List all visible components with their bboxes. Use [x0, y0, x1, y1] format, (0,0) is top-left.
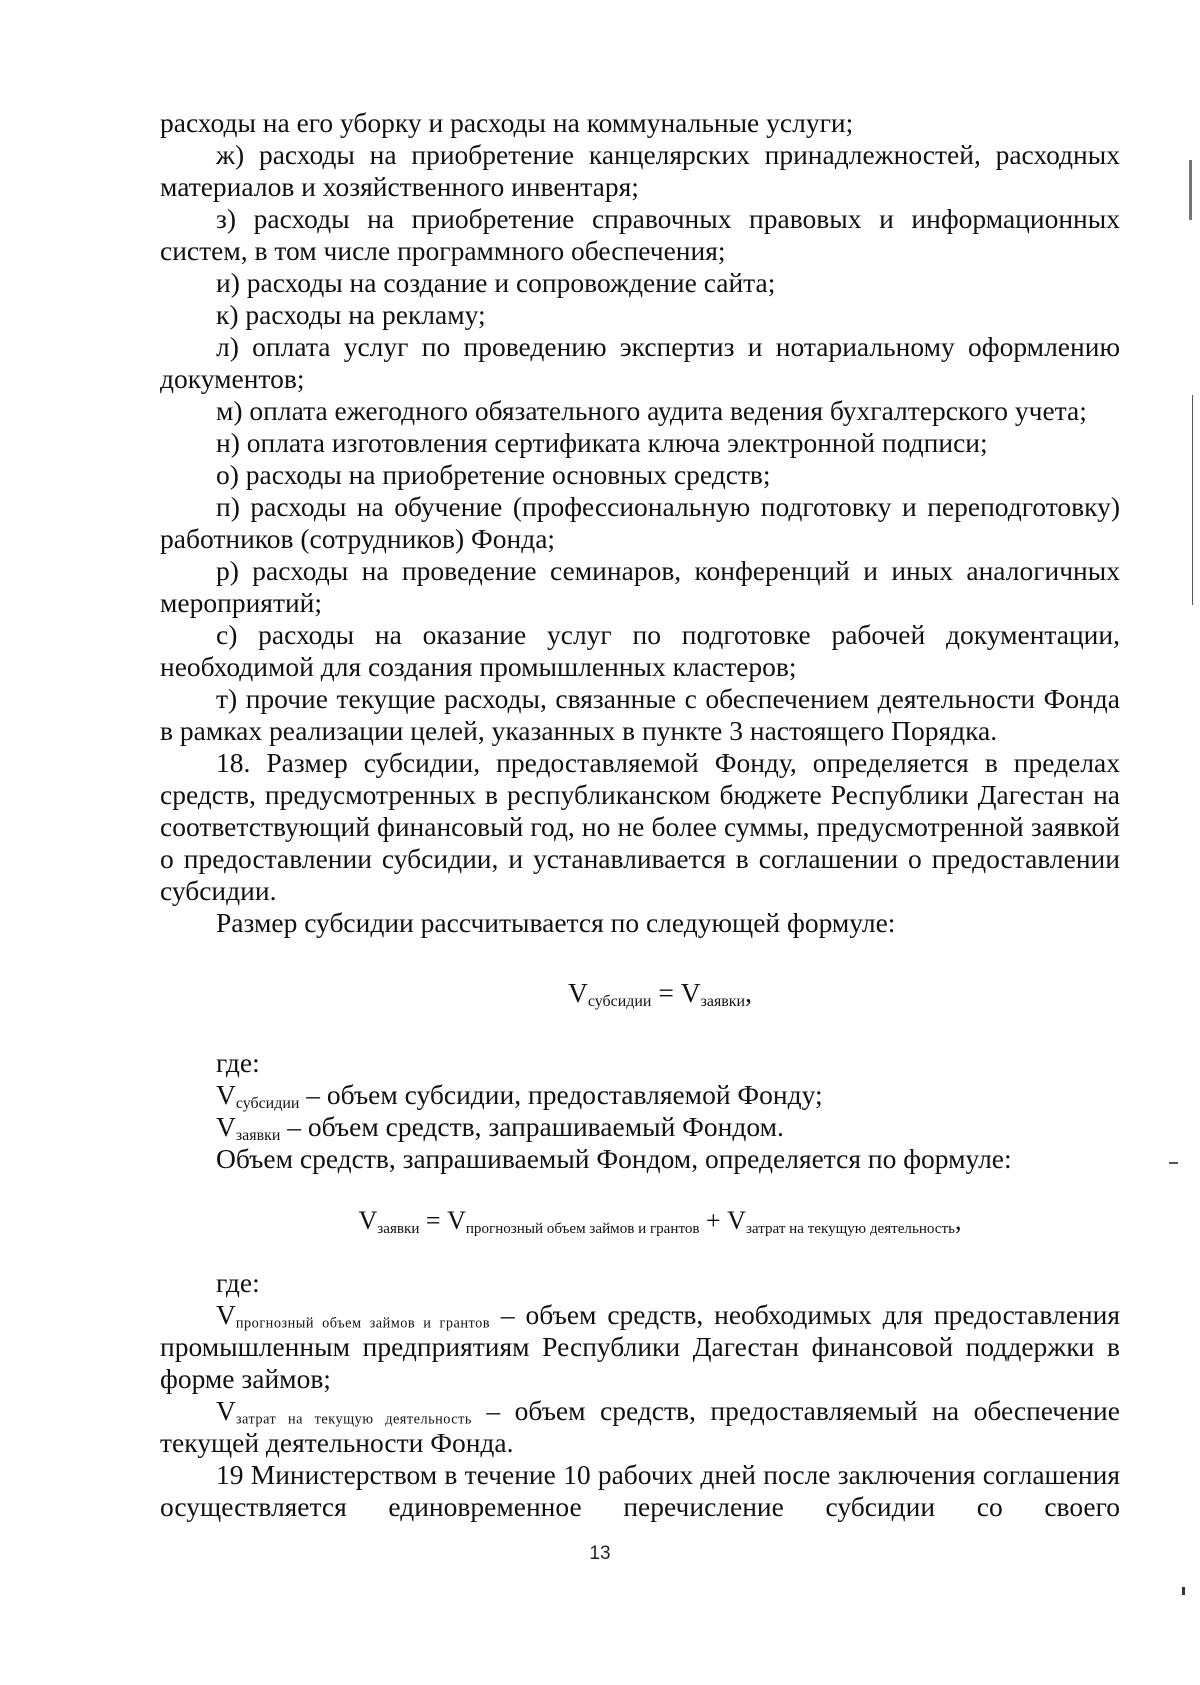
paragraph-item-p: п) расходы на обучение (профессиональную подготовку и переподготовку) работников (сотрудников) Фонда;: [160, 491, 1120, 554]
formula-subscript: прогнозный объем займов и грантов: [465, 1220, 700, 1237]
paragraph-item-t: т) прочие текущие расходы, связанные с обеспечением деятельности Фонда в рамках реализации целей, указанных в пункте 3 настоящего Порядка.: [160, 683, 1120, 746]
formula-var: V: [216, 1395, 236, 1426]
paragraph-item-o: о) расходы на приобретение основных средств;: [216, 459, 771, 490]
page-number: 13: [589, 1543, 611, 1564]
formula-subscript: субсидии: [587, 992, 652, 1010]
scan-artifact: [1192, 395, 1193, 605]
paragraph-item-l: л) оплата услуг по проведению экспертиз и нотариальному оформлению документов;: [160, 331, 1120, 394]
definition-request: [160, 1111, 1120, 1143]
formula-intro: Размер субсидии рассчитывается по следующей формуле:: [216, 907, 896, 938]
formula-var: V: [216, 1079, 236, 1110]
paragraph-item-r: р) расходы на проведение семинаров, конференций и иных аналогичных мероприятий;: [160, 555, 1120, 618]
paragraph-item-z: з) расходы на приобретение справочных правовых и информационных систем, в том числе программного обеспечения;: [160, 203, 1120, 266]
paragraph-clause-19: [160, 1459, 1120, 1523]
definition-subsidy: [160, 1079, 1120, 1111]
formula-operator: =: [419, 1206, 448, 1235]
formula-subsidy: [160, 977, 1120, 1009]
formula-var: V: [680, 977, 701, 1008]
where-label: где:: [216, 1267, 260, 1298]
paragraph-item-s: с) расходы на оказание услуг по подготовке рабочей документации, необходимой для создания промышленных кластеров;: [160, 619, 1120, 682]
clause-text-tail: со своего: [976, 1491, 1120, 1522]
definition-text: – объем средств, необходимых для предоставления промышленным предприятиям Республики Дагестан финансовой поддержки в форме займов;: [160, 1299, 1121, 1394]
formula-var: V: [216, 1111, 236, 1142]
paragraph-clause-18: 18. Размер субсидии, предоставляемой Фонду, определяется в пределах средств, предусмотренных в республиканском бюджете Республики Дагестан на соответствующий финансовый год, но не более суммы, предусмотренной заявкой о предоставлении субсидии, и устанавливается в соглашении о предоставлении субсидии.: [160, 747, 1120, 906]
definition-text: – объем средств, запрашиваемый Фондом.: [280, 1111, 784, 1142]
formula-subscript: субсидии: [235, 1094, 300, 1112]
clause-text: 19 Министерством в течение 10 рабочих дней после заключения соглашения осуществляется единовременное перечисление субсидии: [160, 1459, 1120, 1522]
formula-subscript: заявки: [700, 992, 746, 1010]
formula-request: [160, 1205, 1120, 1237]
definition-text: – объем субсидии, предоставляемой Фонду;: [299, 1079, 823, 1110]
scan-artifact: [1182, 1587, 1185, 1595]
formula-punct: ,: [745, 977, 752, 1008]
formula-subscript: затрат на текущую деятельность: [745, 1220, 955, 1237]
formula-var: V: [447, 1206, 466, 1235]
paragraph-item-m: м) оплата ежегодного обязательного аудита ведения бухгалтерского учета;: [216, 395, 1087, 426]
definition-costs: [160, 1395, 1120, 1459]
paragraph-item-k: к) расходы на рекламу;: [216, 299, 486, 330]
scan-artifact: [1169, 1162, 1178, 1164]
paragraph-item-i: и) расходы на создание и сопровождение сайта;: [216, 267, 776, 298]
definition-forecast: [160, 1299, 1120, 1395]
formula-subscript: затрат на текущую деятельность: [235, 1411, 472, 1428]
formula-var: V: [568, 977, 588, 1008]
where-label: где:: [216, 1047, 260, 1078]
formula-operator: +: [699, 1206, 728, 1235]
formula-subscript: заявки: [377, 1220, 420, 1237]
document-body: [160, 107, 1120, 1523]
paragraph: расходы на его уборку и расходы на коммунальные услуги;: [160, 107, 854, 138]
scan-artifact: [1189, 160, 1192, 220]
formula-var: V: [358, 1206, 378, 1235]
formula-var: V: [727, 1206, 746, 1235]
formula-var: V: [216, 1299, 236, 1330]
paragraph-item-n: н) оплата изготовления сертификата ключа электронной подписи;: [216, 427, 988, 458]
formula-subscript: заявки: [235, 1126, 281, 1144]
formula-subscript: прогнозный объем займов и грантов: [235, 1315, 490, 1332]
definition-text: – объем средств, предоставляемый на обеспечение текущей деятельности Фонда.: [160, 1395, 1120, 1458]
formula-punct: ,: [954, 1206, 962, 1235]
paragraph-item-zh: ж) расходы на приобретение канцелярских принадлежностей, расходных материалов и хозяйственного инвентаря;: [160, 139, 1120, 202]
formula-operator: =: [651, 977, 681, 1008]
formula-intro-2: Объем средств, запрашиваемый Фондом, определяется по формуле:: [216, 1143, 1012, 1174]
